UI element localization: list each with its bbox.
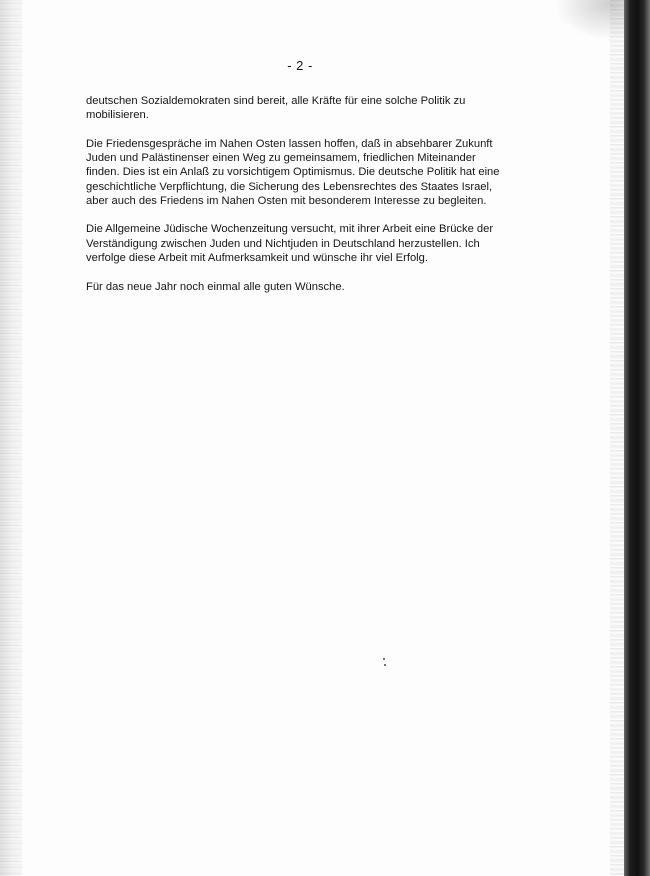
paragraph-3	[86, 222, 516, 265]
text-line: Die Friedensgespräche im Nahen Osten lassen hoffen, daß in absehbarer Zukunft	[86, 137, 493, 150]
letter-body	[86, 94, 516, 308]
scan-edge-right	[624, 0, 650, 876]
text-line: finden. Dies ist ein Anlaß zu vorsichtigem Optimismus. Die deutsche Politik hat eine	[86, 166, 500, 179]
text-line: mobilisieren.	[86, 109, 149, 122]
paragraph-2	[86, 137, 516, 208]
paragraph-1	[86, 94, 516, 122]
text-line: geschichtliche Verpflichtung, die Sicherung des Lebensrechtes des Staates Israel,	[86, 180, 493, 193]
scan-edge-left	[0, 0, 22, 876]
text-line: verfolge diese Arbeit mit Aufmerksamkeit und wünsche ihr viel Erfolg.	[86, 251, 428, 264]
scan-shadow-top-right	[554, 0, 624, 40]
scan-speck	[384, 664, 386, 666]
page-number: - 2 -	[287, 58, 313, 73]
text-line: Die Allgemeine Jüdische Wochenzeitung versucht, mit ihrer Arbeit eine Brücke der	[86, 223, 494, 236]
scan-speck	[383, 658, 385, 660]
text-line: aber auch des Friedens im Nahen Osten mit besonderem Interesse zu begleiten.	[86, 194, 487, 207]
text-line: Für das neue Jahr noch einmal alle guten Wünsche.	[86, 280, 345, 293]
text-line: Juden und Palästinenser einen Weg zu gemeinsamem, friedlichen Miteinander	[86, 152, 476, 165]
text-line: Verständigung zwischen Juden und Nichtjuden in Deutschland herzustellen. Ich	[86, 237, 480, 250]
paragraph-4	[86, 280, 516, 294]
text-line: deutschen Sozialdemokraten sind bereit, alle Kräfte für eine solche Politik zu	[86, 95, 466, 107]
